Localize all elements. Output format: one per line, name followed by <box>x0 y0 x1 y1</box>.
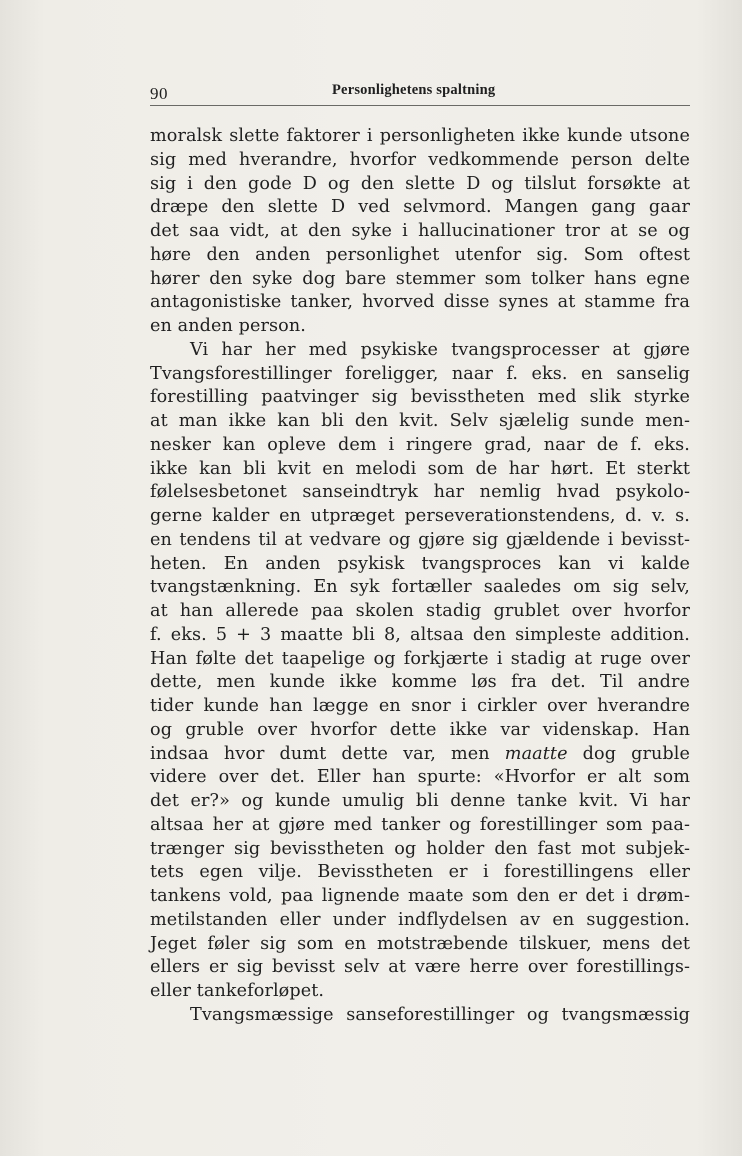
text-line: heten. En anden psykisk tvangsproces kan vi kalde <box>150 553 690 574</box>
text-line: hører den syke dog bare stemmer som tolker hans egne <box>150 268 690 289</box>
text-line: høre den anden personlighet utenfor sig. Som oftest <box>150 244 690 265</box>
text-line: det er?» og kunde umulig bli denne tanke kvit. Vi har <box>150 791 690 811</box>
text-line: ellers er sig bevisst selv at være herre over forestillings- <box>150 957 690 978</box>
text-line: sig med hverandre, hvorfor vedkommende person delte <box>150 149 690 170</box>
text-line: tvangstænkning. En syk fortæller saaledes om sig selv, <box>150 577 690 598</box>
text-line: det saa vidt, at den syke i hallucinationer tror at se og <box>150 221 690 241</box>
paragraph-last-line: en anden person. <box>150 316 306 336</box>
text-line: sig i den gode D og den slette D og tilslut forsøkte at <box>150 173 690 194</box>
emphasis-word: maatte <box>504 743 568 764</box>
text-line: Jeget føler sig som en motstræbende tilskuer, mens det <box>150 933 690 954</box>
text-line: Han følte det taapelige og forkjærte i stadig at ruge over <box>150 648 690 669</box>
text-line: gerne kalder en utpræget perseverationstendens, d. v. s. <box>150 506 690 526</box>
header-rule <box>150 105 690 106</box>
running-title: Personlighetens spaltning <box>332 82 496 98</box>
text-line: dette, men kunde ikke komme løs fra det. Til andre <box>150 672 690 693</box>
text-line: at man ikke kan bli den kvit. Selv sjælelig sunde men- <box>150 411 690 431</box>
text-line: at han allerede paa skolen stadig grublet over hvorfor <box>150 601 690 621</box>
line-start: indsaa hvor dumt dette var, men <box>150 743 490 764</box>
text-line: ikke kan bli kvit en melodi som de har hørt. Et sterkt <box>150 458 690 479</box>
paragraph-first-line: Vi har her med psykiske tvangsprocesser at gjøre <box>190 339 690 360</box>
text-line-with-emphasis <box>150 743 690 767</box>
page-header <box>150 80 690 106</box>
text-line: antagonistiske tanker, hvorved disse synes at stamme fra <box>150 292 690 313</box>
text-line: metilstanden eller under indflydelsen av en suggestion. <box>150 909 690 930</box>
text-line: f. eks. 5 + 3 maatte bli 8, altsaa den simpleste addition. <box>150 624 690 645</box>
text-line: altsaa her at gjøre med tanker og forestillinger som paa- <box>150 814 690 835</box>
text-line: og gruble over hvorfor dette ikke var videnskap. Han <box>150 719 690 740</box>
page-number: 90 <box>150 84 168 103</box>
text-line: nesker kan opleve dem i ringere grad, naar de f. eks. <box>150 434 690 455</box>
text-line: en tendens til at vedvare og gjøre sig gjældende i bevisst- <box>150 529 690 550</box>
paragraph-last-line: eller tankeforløpet. <box>150 981 325 1001</box>
text-line: trænger sig bevisstheten og holder den fast mot subjek- <box>150 838 690 859</box>
text-line: tets egen vilje. Bevisstheten er i forestillingens eller <box>150 862 690 883</box>
text-line: tider kunde han lægge en snor i cirkler over hverandre <box>150 696 690 716</box>
text-line: tankens vold, paa lignende maate som den er det i drøm- <box>150 886 690 906</box>
paragraph-first-line: Tvangsmæssige sanseforestillinger og tvangsmæssig <box>190 1004 690 1025</box>
text-line: dræpe den slette D ved selvmord. Mangen gang gaar <box>150 197 690 218</box>
text-line: moralsk slette faktorer i personligheten ikke kunde utsone <box>150 126 690 146</box>
text-line: Tvangsforestillinger foreligger, naar f. eks. en sanselig <box>150 363 690 384</box>
text-line: forestilling paatvinger sig bevisstheten med slik styrke <box>150 387 690 408</box>
line-end: dog gruble <box>582 743 690 764</box>
body-text <box>150 125 690 1028</box>
text-line: videre over det. Eller han spurte: «Hvorfor er alt som <box>150 767 690 788</box>
text-line: følelsesbetonet sanseindtryk har nemlig hvad psykolo- <box>150 482 690 503</box>
